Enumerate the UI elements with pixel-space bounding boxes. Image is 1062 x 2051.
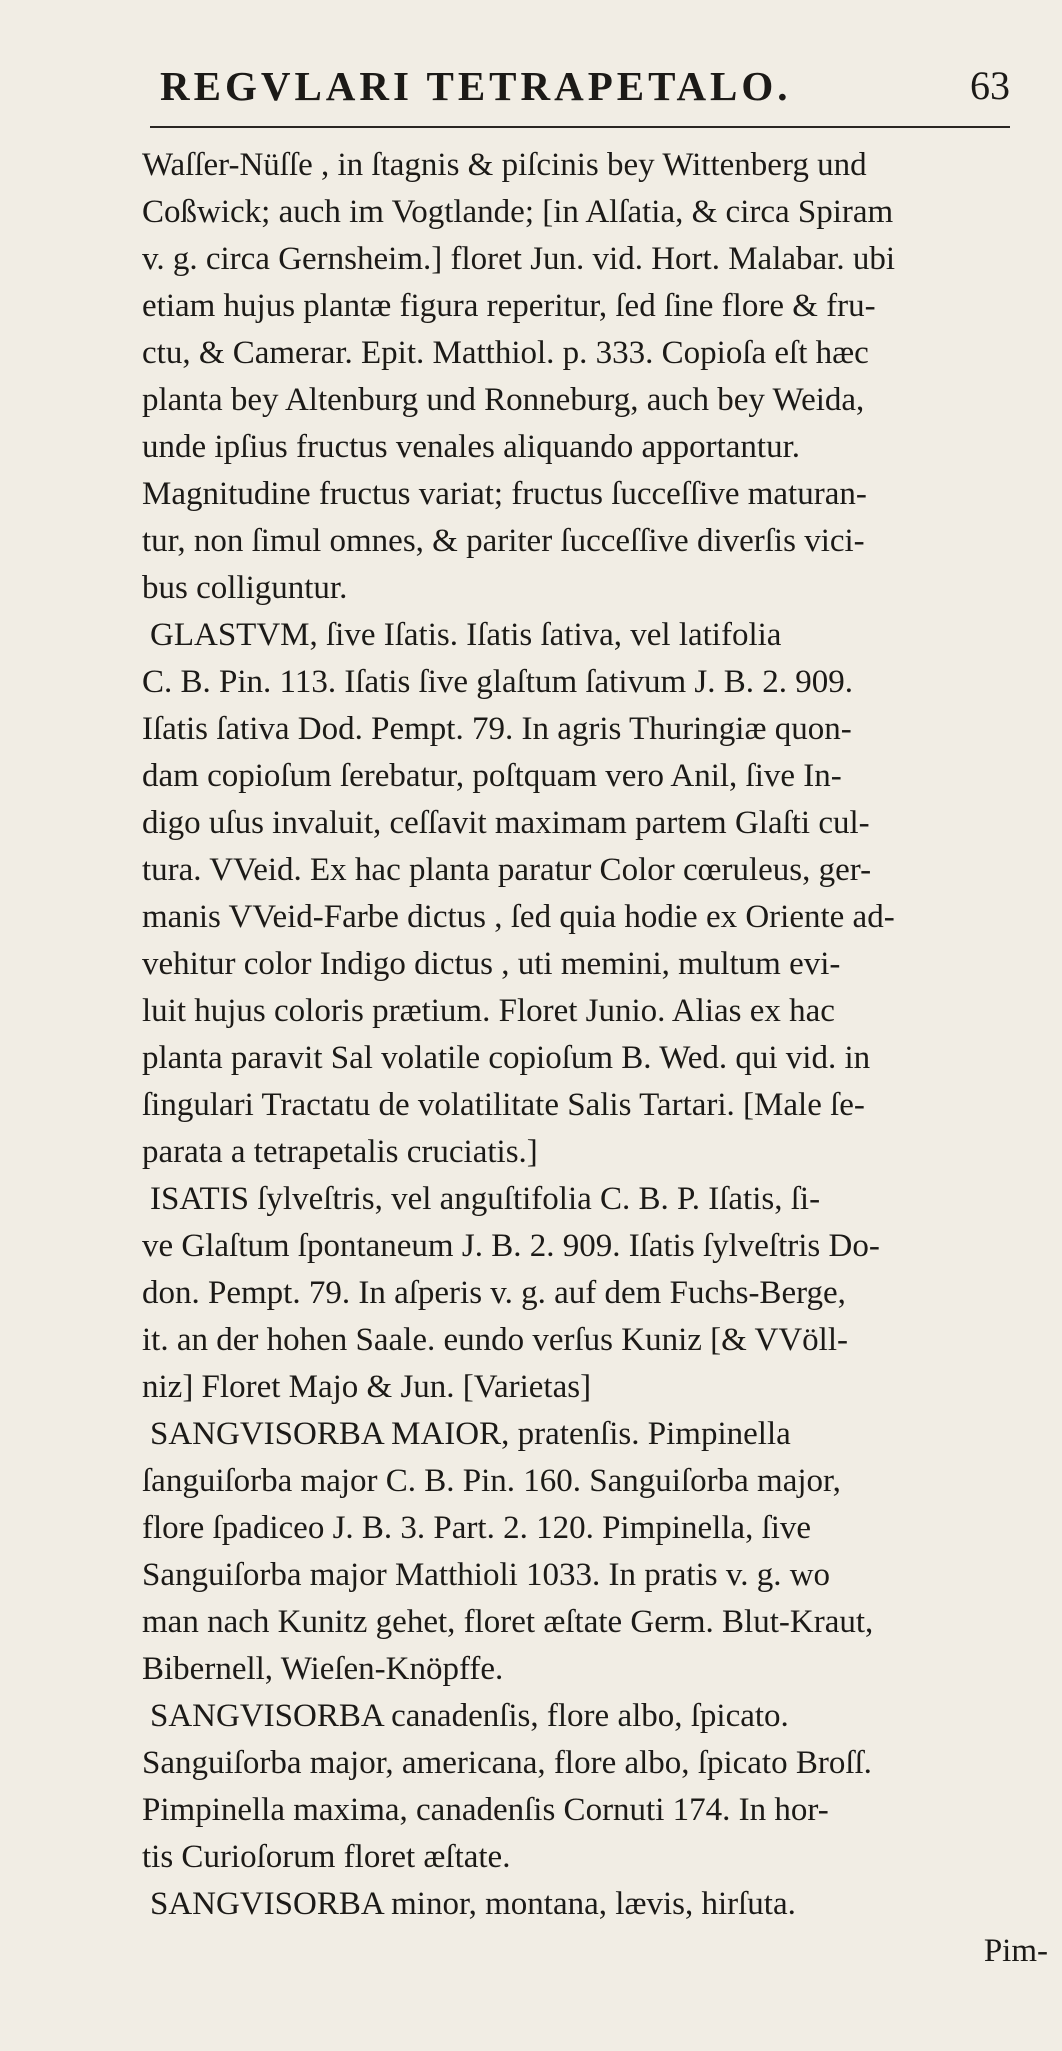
text-line: manis VVeid-Farbe dictus , ſed quia hodie ex Oriente ad-	[142, 899, 895, 935]
text-line: Bibernell, Wieſen-Knöpffe.	[142, 1651, 504, 1687]
entry-sanguisorba-minor: SANGVISORBA minor, montana, lævis, hirſuta.	[150, 1886, 796, 1922]
text-line: Pimpinella maxima, canadenſis Cornuti 174. In hor-	[142, 1792, 829, 1828]
entry-isatis: ISATIS ſylveſtris, vel anguſtifolia C. B. P. Iſatis, ſi-	[150, 1181, 821, 1217]
text-line: planta paravit Sal volatile copioſum B. Wed. qui vid. in	[142, 1040, 871, 1076]
text-line: digo uſus invaluit, ceſſavit maximam partem Glaſti cul-	[142, 805, 870, 841]
text-line: don. Pempt. 79. In aſperis v. g. auf dem Fuchs-Berge,	[142, 1275, 846, 1311]
running-title: REGVLARI TETRAPETALO.	[160, 63, 792, 109]
text-line: Iſatis ſativa Dod. Pempt. 79. In agris Thuringiæ quon-	[142, 711, 852, 747]
text-line: v. g. circa Gernsheim.] floret Jun. vid. Hort. Malabar. ubi	[142, 241, 895, 277]
text-line: luit hujus coloris prætium. Floret Junio. Alias ex hac	[142, 993, 835, 1029]
text-line: ſingulari Tractatu de volatilitate Salis Tartari. [Male ſe-	[142, 1087, 865, 1123]
text-line: Waſſer-Nüſſe , in ſtagnis & piſcinis bey Wittenberg und	[142, 147, 867, 183]
body-text	[142, 142, 1048, 1975]
text-line: Coßwick; auch im Vogtlande; [in Alſatia, & circa Spiram	[142, 194, 894, 230]
text-line: tura. VVeid. Ex hac planta paratur Color cœruleus, ger-	[142, 852, 872, 888]
text-line: bus colliguntur.	[142, 570, 348, 606]
text-line: tur, non ſimul omnes, & pariter ſucceſſive diverſis vici-	[142, 523, 865, 559]
text-line: vehitur color Indigo dictus , uti memini, multum evi-	[142, 946, 841, 982]
catchword: Pim-	[983, 1933, 1048, 1969]
text-line: niz] Floret Majo & Jun. [Varietas]	[142, 1369, 592, 1405]
text-line: C. B. Pin. 113. Iſatis ſive glaſtum ſativum J. B. 2. 909.	[142, 664, 854, 700]
text-line: unde ipſius fructus venales aliquando apportantur.	[142, 429, 801, 465]
page-header	[150, 62, 1010, 122]
text-line: tis Curioſorum floret æſtate.	[142, 1839, 511, 1875]
text-line: ve Glaſtum ſpontaneum J. B. 2. 909. Iſatis ſylveſtris Do-	[142, 1228, 880, 1264]
text-line: etiam hujus plantæ figura reperitur, ſed ſine flore & fru-	[142, 288, 876, 324]
text-line: dam copioſum ſerebatur, poſtquam vero Anil, ſive In-	[142, 758, 842, 794]
entry-sanguisorba-maior: SANGVISORBA MAIOR, pratenſis. Pimpinella	[150, 1416, 791, 1452]
text-line: Magnitudine fructus variat; fructus ſucceſſive maturan-	[142, 476, 867, 512]
page-number: 63	[970, 63, 1010, 108]
text-line: parata a tetrapetalis cruciatis.]	[142, 1134, 538, 1170]
entry-glastum: GLASTVM, ſive Iſatis. Iſatis ſativa, vel latifolia	[150, 617, 782, 653]
text-line: ſanguiſorba major C. B. Pin. 160. Sanguiſorba major,	[142, 1463, 841, 1499]
entry-sanguisorba-canadensis: SANGVISORBA canadenſis, flore albo, ſpicato.	[150, 1698, 789, 1734]
text-line: ctu, & Camerar. Epit. Matthiol. p. 333. Copioſa eſt hæc	[142, 335, 869, 371]
text-line: man nach Kunitz gehet, floret æſtate Germ. Blut-Kraut,	[142, 1604, 874, 1640]
text-line: Sanguiſorba major, americana, flore albo, ſpicato Broſſ.	[142, 1745, 872, 1781]
text-line: Sanguiſorba major Matthioli 1033. In pratis v. g. wo	[142, 1557, 831, 1593]
header-rule	[150, 126, 1010, 128]
text-line: planta bey Altenburg und Ronneburg, auch bey Weida,	[142, 382, 865, 418]
text-line: flore ſpadiceo J. B. 3. Part. 2. 120. Pimpinella, ſive	[142, 1510, 812, 1546]
text-line: it. an der hohen Saale. eundo verſus Kuniz [& VVöll-	[142, 1322, 848, 1358]
